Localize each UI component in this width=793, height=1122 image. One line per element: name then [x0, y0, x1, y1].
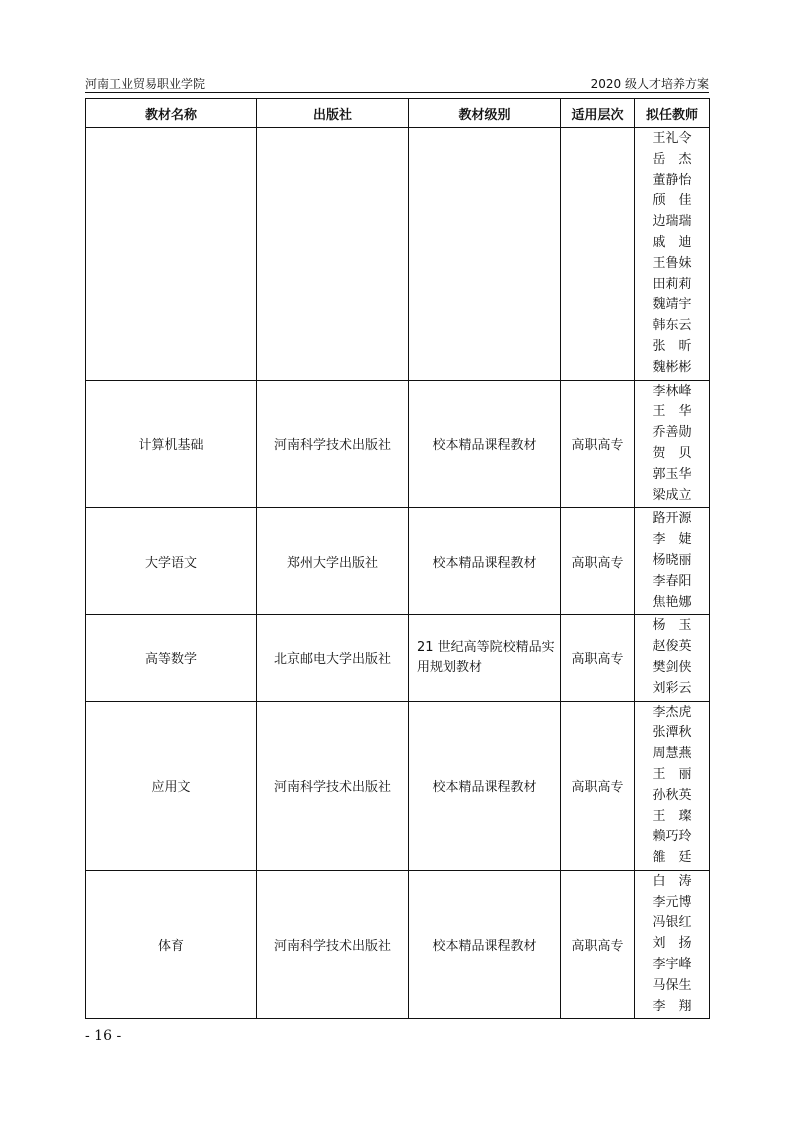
header-rule	[85, 92, 709, 93]
textbook-level: 校本精品课程教材	[409, 870, 561, 1019]
teacher: 李林峰	[652, 383, 692, 399]
teacher: 王鲁妹	[652, 255, 692, 271]
teacher: 颀 佳	[652, 193, 692, 209]
publisher: 河南科学技术出版社	[257, 380, 409, 508]
applicable-tier: 高职高专	[561, 701, 635, 870]
col-header-tier: 适用层次	[561, 99, 635, 128]
teacher: 乔善勋	[652, 425, 692, 441]
teacher: 李杰虎	[652, 704, 692, 720]
table-row	[86, 870, 710, 1019]
teacher-list	[635, 615, 710, 701]
textbook-name: 体育	[86, 870, 257, 1019]
teacher: 魏彬彬	[652, 359, 692, 375]
teacher: 樊剑侠	[652, 659, 692, 675]
teacher-list	[635, 870, 710, 1019]
table-row	[86, 615, 710, 701]
teacher: 王 华	[652, 404, 692, 420]
applicable-tier: 高职高专	[561, 380, 635, 508]
teacher: 孙秋英	[652, 787, 692, 803]
teacher: 梁成立	[652, 487, 692, 503]
page-number: - 16 -	[85, 1028, 122, 1044]
teacher: 周慧燕	[652, 746, 692, 762]
teacher: 王 丽	[652, 766, 692, 782]
applicable-tier: 高职高专	[561, 870, 635, 1019]
table-row	[86, 701, 710, 870]
applicable-tier	[561, 128, 635, 381]
teacher: 贺 贝	[652, 445, 692, 461]
col-header-teachers: 拟任教师	[635, 99, 710, 128]
school-name: 河南工业贸易职业学院	[85, 77, 206, 91]
teacher-list	[635, 128, 710, 381]
teacher-list	[635, 508, 710, 615]
teacher-list	[635, 380, 710, 508]
teacher: 郭玉华	[652, 466, 692, 482]
publisher	[257, 128, 409, 381]
col-header-level: 教材级别	[409, 99, 561, 128]
program-title: 2020 级人才培养方案	[590, 77, 709, 91]
publisher: 河南科学技术出版社	[257, 701, 409, 870]
page-header	[85, 72, 709, 92]
teacher: 李 翔	[652, 998, 692, 1014]
textbook-level: 21 世纪高等院校精品实用规划教材	[409, 615, 561, 701]
table-header-row	[86, 99, 710, 128]
textbook-name: 计算机基础	[86, 380, 257, 508]
teacher: 杨晓丽	[652, 552, 692, 568]
teacher: 韩东云	[652, 318, 692, 334]
publisher: 河南科学技术出版社	[257, 870, 409, 1019]
table-row	[86, 508, 710, 615]
textbook-name: 大学语文	[86, 508, 257, 615]
teacher: 马保生	[652, 977, 692, 993]
teacher: 李元博	[652, 894, 692, 910]
teacher: 王礼令	[652, 131, 692, 146]
teacher: 董静怡	[652, 172, 692, 188]
col-header-publisher: 出版社	[257, 99, 409, 128]
publisher: 北京邮电大学出版社	[257, 615, 409, 701]
teacher: 焦艳娜	[652, 594, 692, 610]
teacher: 赖巧玲	[652, 829, 692, 845]
textbook-level: 校本精品课程教材	[409, 380, 561, 508]
teacher: 李宇峰	[652, 957, 692, 973]
applicable-tier: 高职高专	[561, 508, 635, 615]
teacher: 李春阳	[652, 573, 692, 589]
teacher: 边瑞瑞	[652, 214, 692, 230]
teacher-list	[635, 701, 710, 870]
teacher: 王 璨	[652, 808, 692, 824]
teacher: 路开源	[652, 511, 692, 527]
teacher: 张潭秋	[652, 725, 692, 741]
teacher: 白 涛	[652, 873, 692, 889]
teacher: 刘 扬	[652, 936, 692, 952]
teacher: 岳 杰	[652, 151, 692, 167]
textbook-name: 高等数学	[86, 615, 257, 701]
teacher: 杨 玉	[652, 618, 692, 634]
teacher: 赵俊英	[652, 639, 692, 655]
textbook-level	[409, 128, 561, 381]
col-header-name: 教材名称	[86, 99, 257, 128]
table-row	[86, 380, 710, 508]
table-row	[86, 128, 710, 381]
textbook-table	[85, 98, 710, 1019]
textbook-level: 校本精品课程教材	[409, 508, 561, 615]
teacher: 戚 迪	[652, 234, 692, 250]
teacher: 雒 廷	[652, 850, 692, 866]
textbook-name	[86, 128, 257, 381]
textbook-name: 应用文	[86, 701, 257, 870]
publisher: 郑州大学出版社	[257, 508, 409, 615]
applicable-tier: 高职高专	[561, 615, 635, 701]
teacher: 张 昕	[652, 338, 692, 354]
teacher: 李 婕	[652, 532, 692, 548]
teacher: 冯银红	[652, 915, 692, 931]
teacher: 田莉莉	[652, 276, 692, 292]
textbook-level: 校本精品课程教材	[409, 701, 561, 870]
teacher: 刘彩云	[652, 680, 692, 696]
teacher: 魏靖宇	[652, 297, 692, 313]
